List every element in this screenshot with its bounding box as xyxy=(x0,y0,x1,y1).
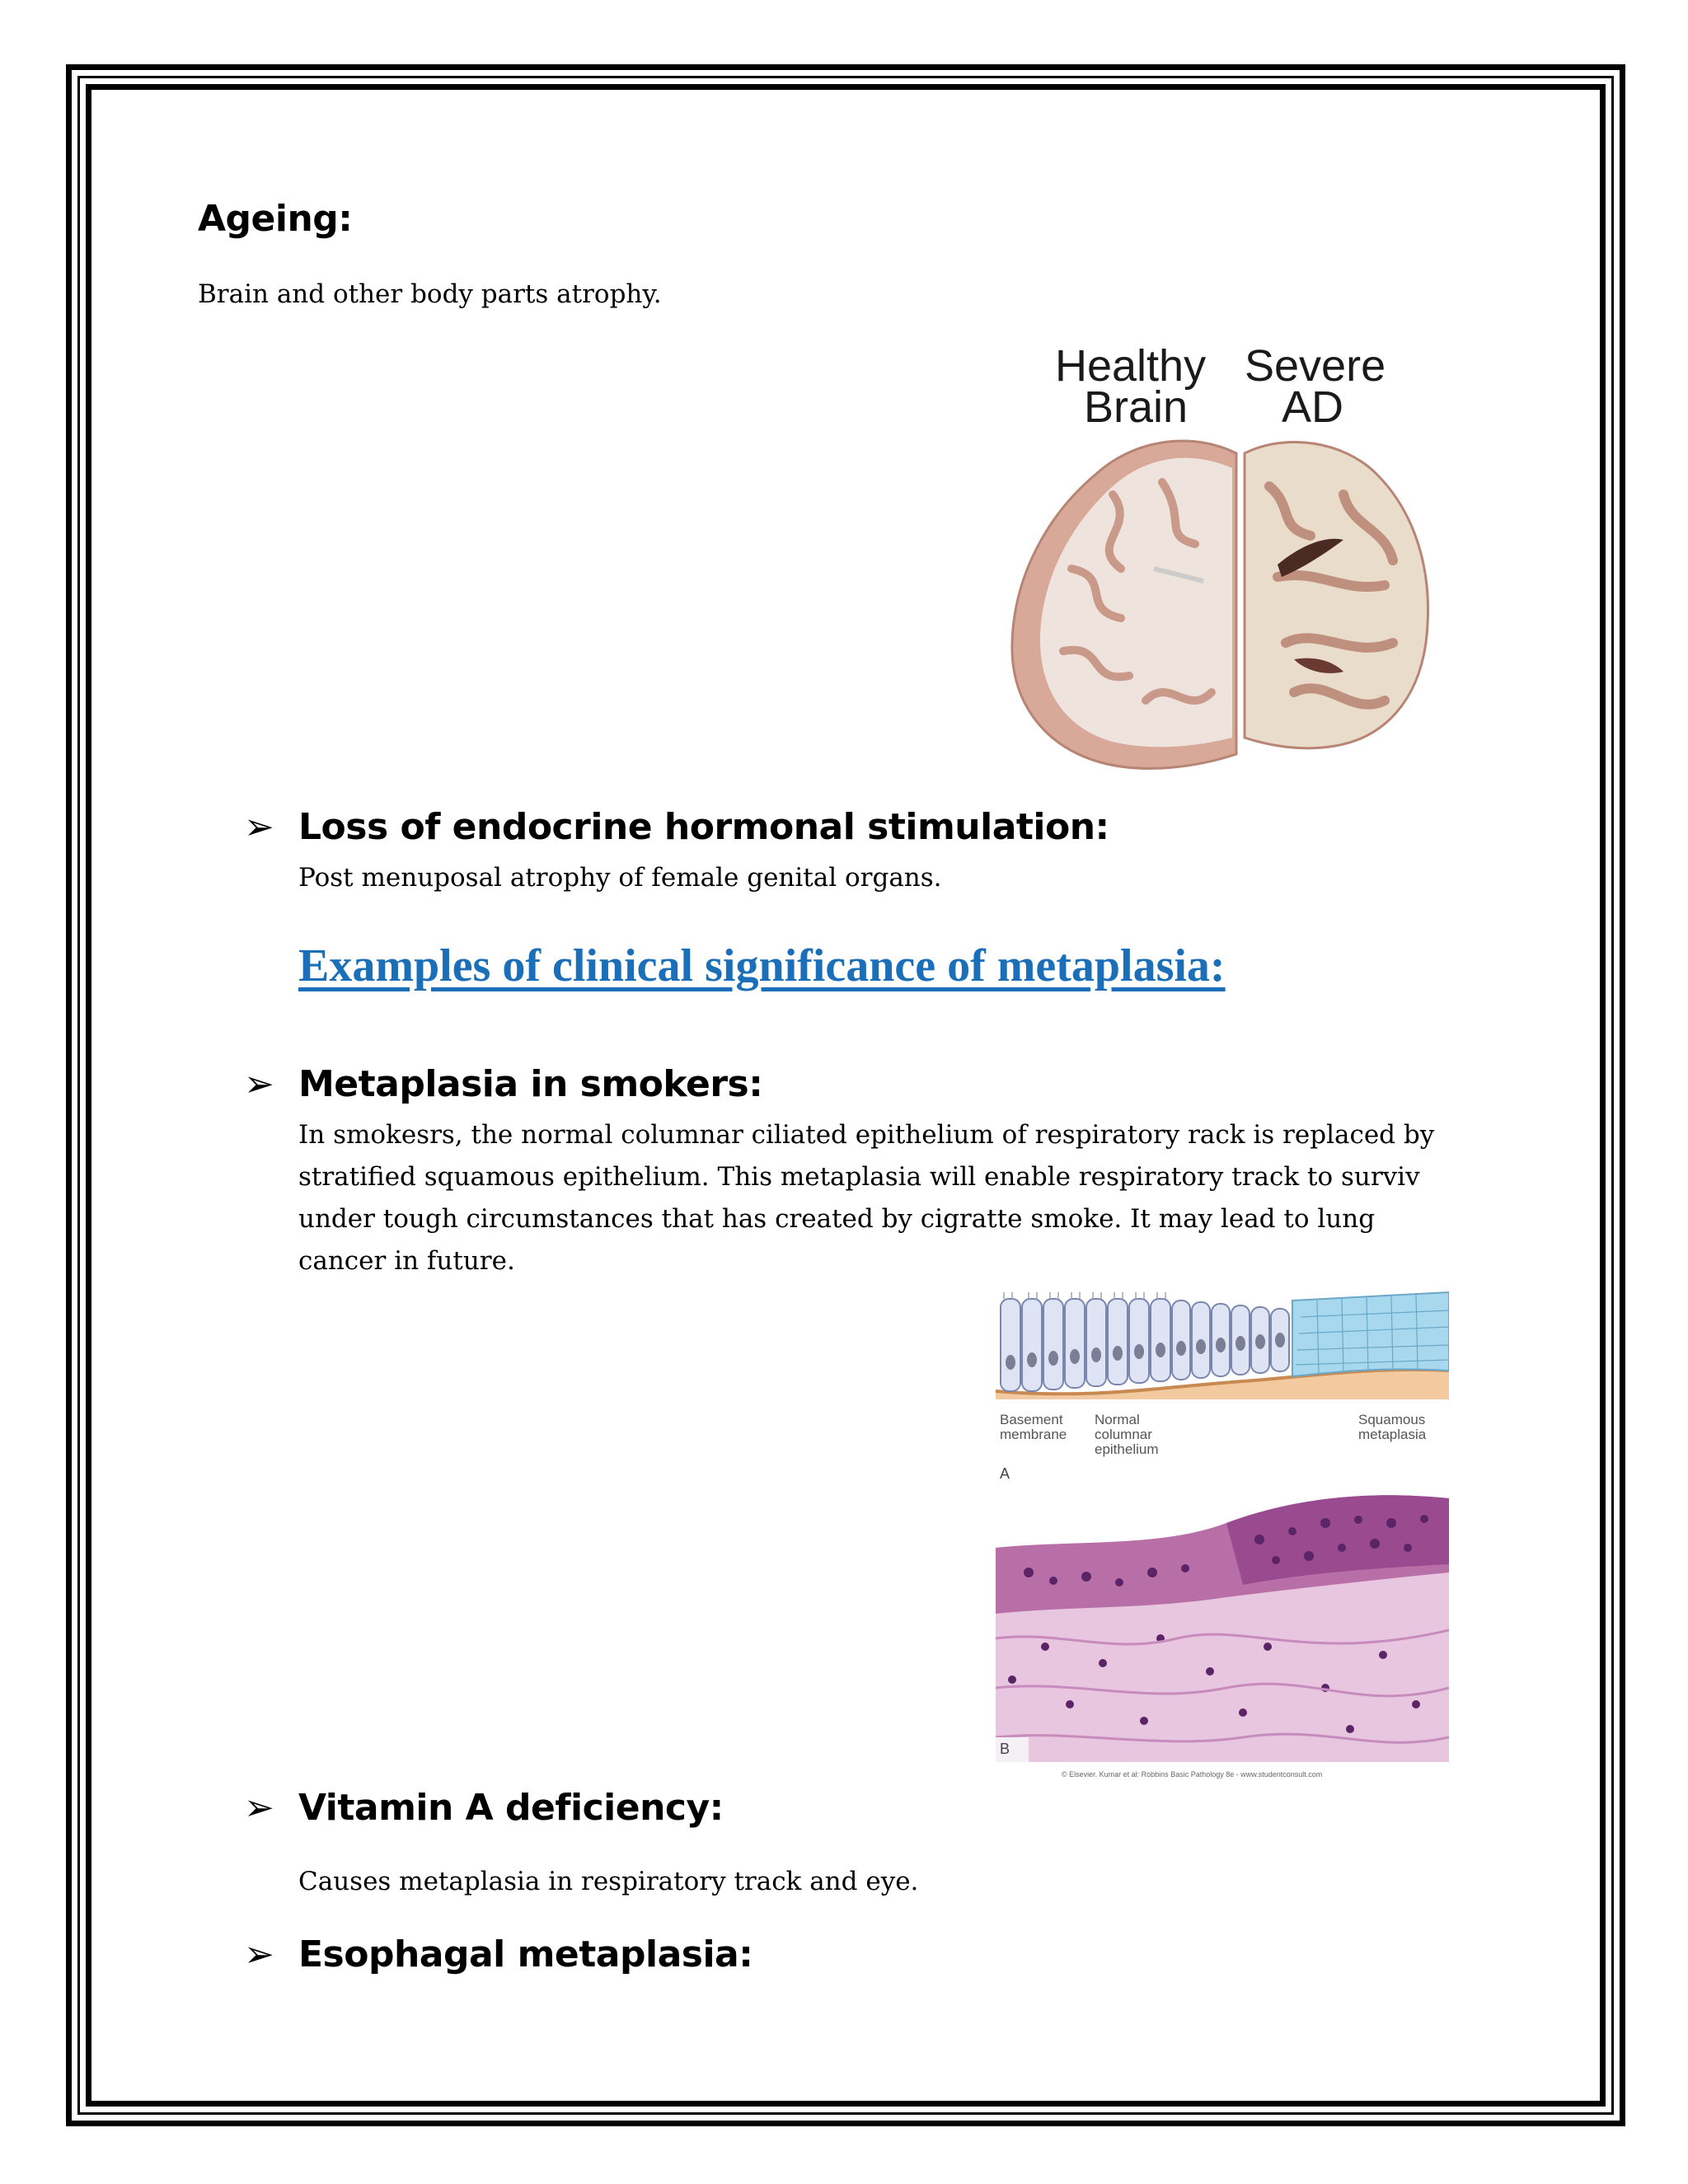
metaplasia-examples-heading: Examples of clinical significance of metaplasia: xyxy=(298,940,1226,991)
label-normal-1: Normal xyxy=(1095,1412,1140,1427)
smokers-heading: Metaplasia in smokers: xyxy=(298,1063,763,1105)
smokers-paragraph-line-1: In smokesrs, the normal columnar ciliated epithelium of respiratory rack is replaced by xyxy=(298,1120,1435,1150)
smokers-paragraph-line-3: under tough circumstances that has created by cigratte smoke. It may lead to lung xyxy=(298,1204,1376,1234)
histology-micrograph xyxy=(996,1495,1449,1762)
vitamin-a-text: Causes metaplasia in respiratory track and eye. xyxy=(298,1867,919,1896)
label-normal-3: epithelium xyxy=(1095,1441,1159,1457)
label-healthy: Healthy xyxy=(1055,341,1207,391)
label-basement-1: Basement xyxy=(1000,1412,1063,1427)
endocrine-heading: Loss of endocrine hormonal stimulation: xyxy=(298,806,1109,848)
label-normal-2: columnar xyxy=(1095,1427,1152,1442)
squamous-metaplasia-figure xyxy=(996,1276,1449,1787)
bullet-arrow-icon: ➢ xyxy=(244,1787,274,1829)
label-basement-2: membrane xyxy=(1000,1427,1067,1442)
panel-b-label: B xyxy=(1000,1741,1010,1757)
smokers-paragraph-line-4: cancer in future. xyxy=(298,1246,515,1276)
smokers-paragraph-line-2: stratified squamous epithelium. This metaplasia will enable respiratory track to surviv xyxy=(298,1162,1420,1192)
endocrine-text: Post menuposal atrophy of female genital organs. xyxy=(298,863,942,893)
label-squamous-2: metaplasia xyxy=(1358,1427,1427,1442)
label-squamous-1: Squamous xyxy=(1358,1412,1426,1427)
label-ad: AD xyxy=(1282,382,1344,432)
ageing-text: Brain and other body parts atrophy. xyxy=(198,279,662,309)
label-brain: Brain xyxy=(1084,382,1189,432)
panel-a-label: A xyxy=(1000,1465,1010,1482)
healthy-brain-illustration xyxy=(1012,441,1236,768)
brain-comparison-figure xyxy=(997,330,1451,775)
figure-credit: © Elsevier. Kumar et al: Robbins Basic Pathology 8e - www.studentconsult.com xyxy=(1062,1770,1323,1779)
ageing-heading: Ageing: xyxy=(198,198,353,240)
bullet-arrow-icon: ➢ xyxy=(244,1933,274,1975)
vitamin-a-heading: Vitamin A deficiency: xyxy=(298,1787,724,1829)
esophageal-heading: Esophagal metaplasia: xyxy=(298,1933,753,1975)
label-severe: Severe xyxy=(1245,341,1386,391)
bullet-arrow-icon: ➢ xyxy=(244,806,274,848)
ad-brain-illustration xyxy=(1245,442,1428,748)
bullet-arrow-icon: ➢ xyxy=(244,1063,274,1105)
epithelium-schematic xyxy=(996,1292,1449,1482)
